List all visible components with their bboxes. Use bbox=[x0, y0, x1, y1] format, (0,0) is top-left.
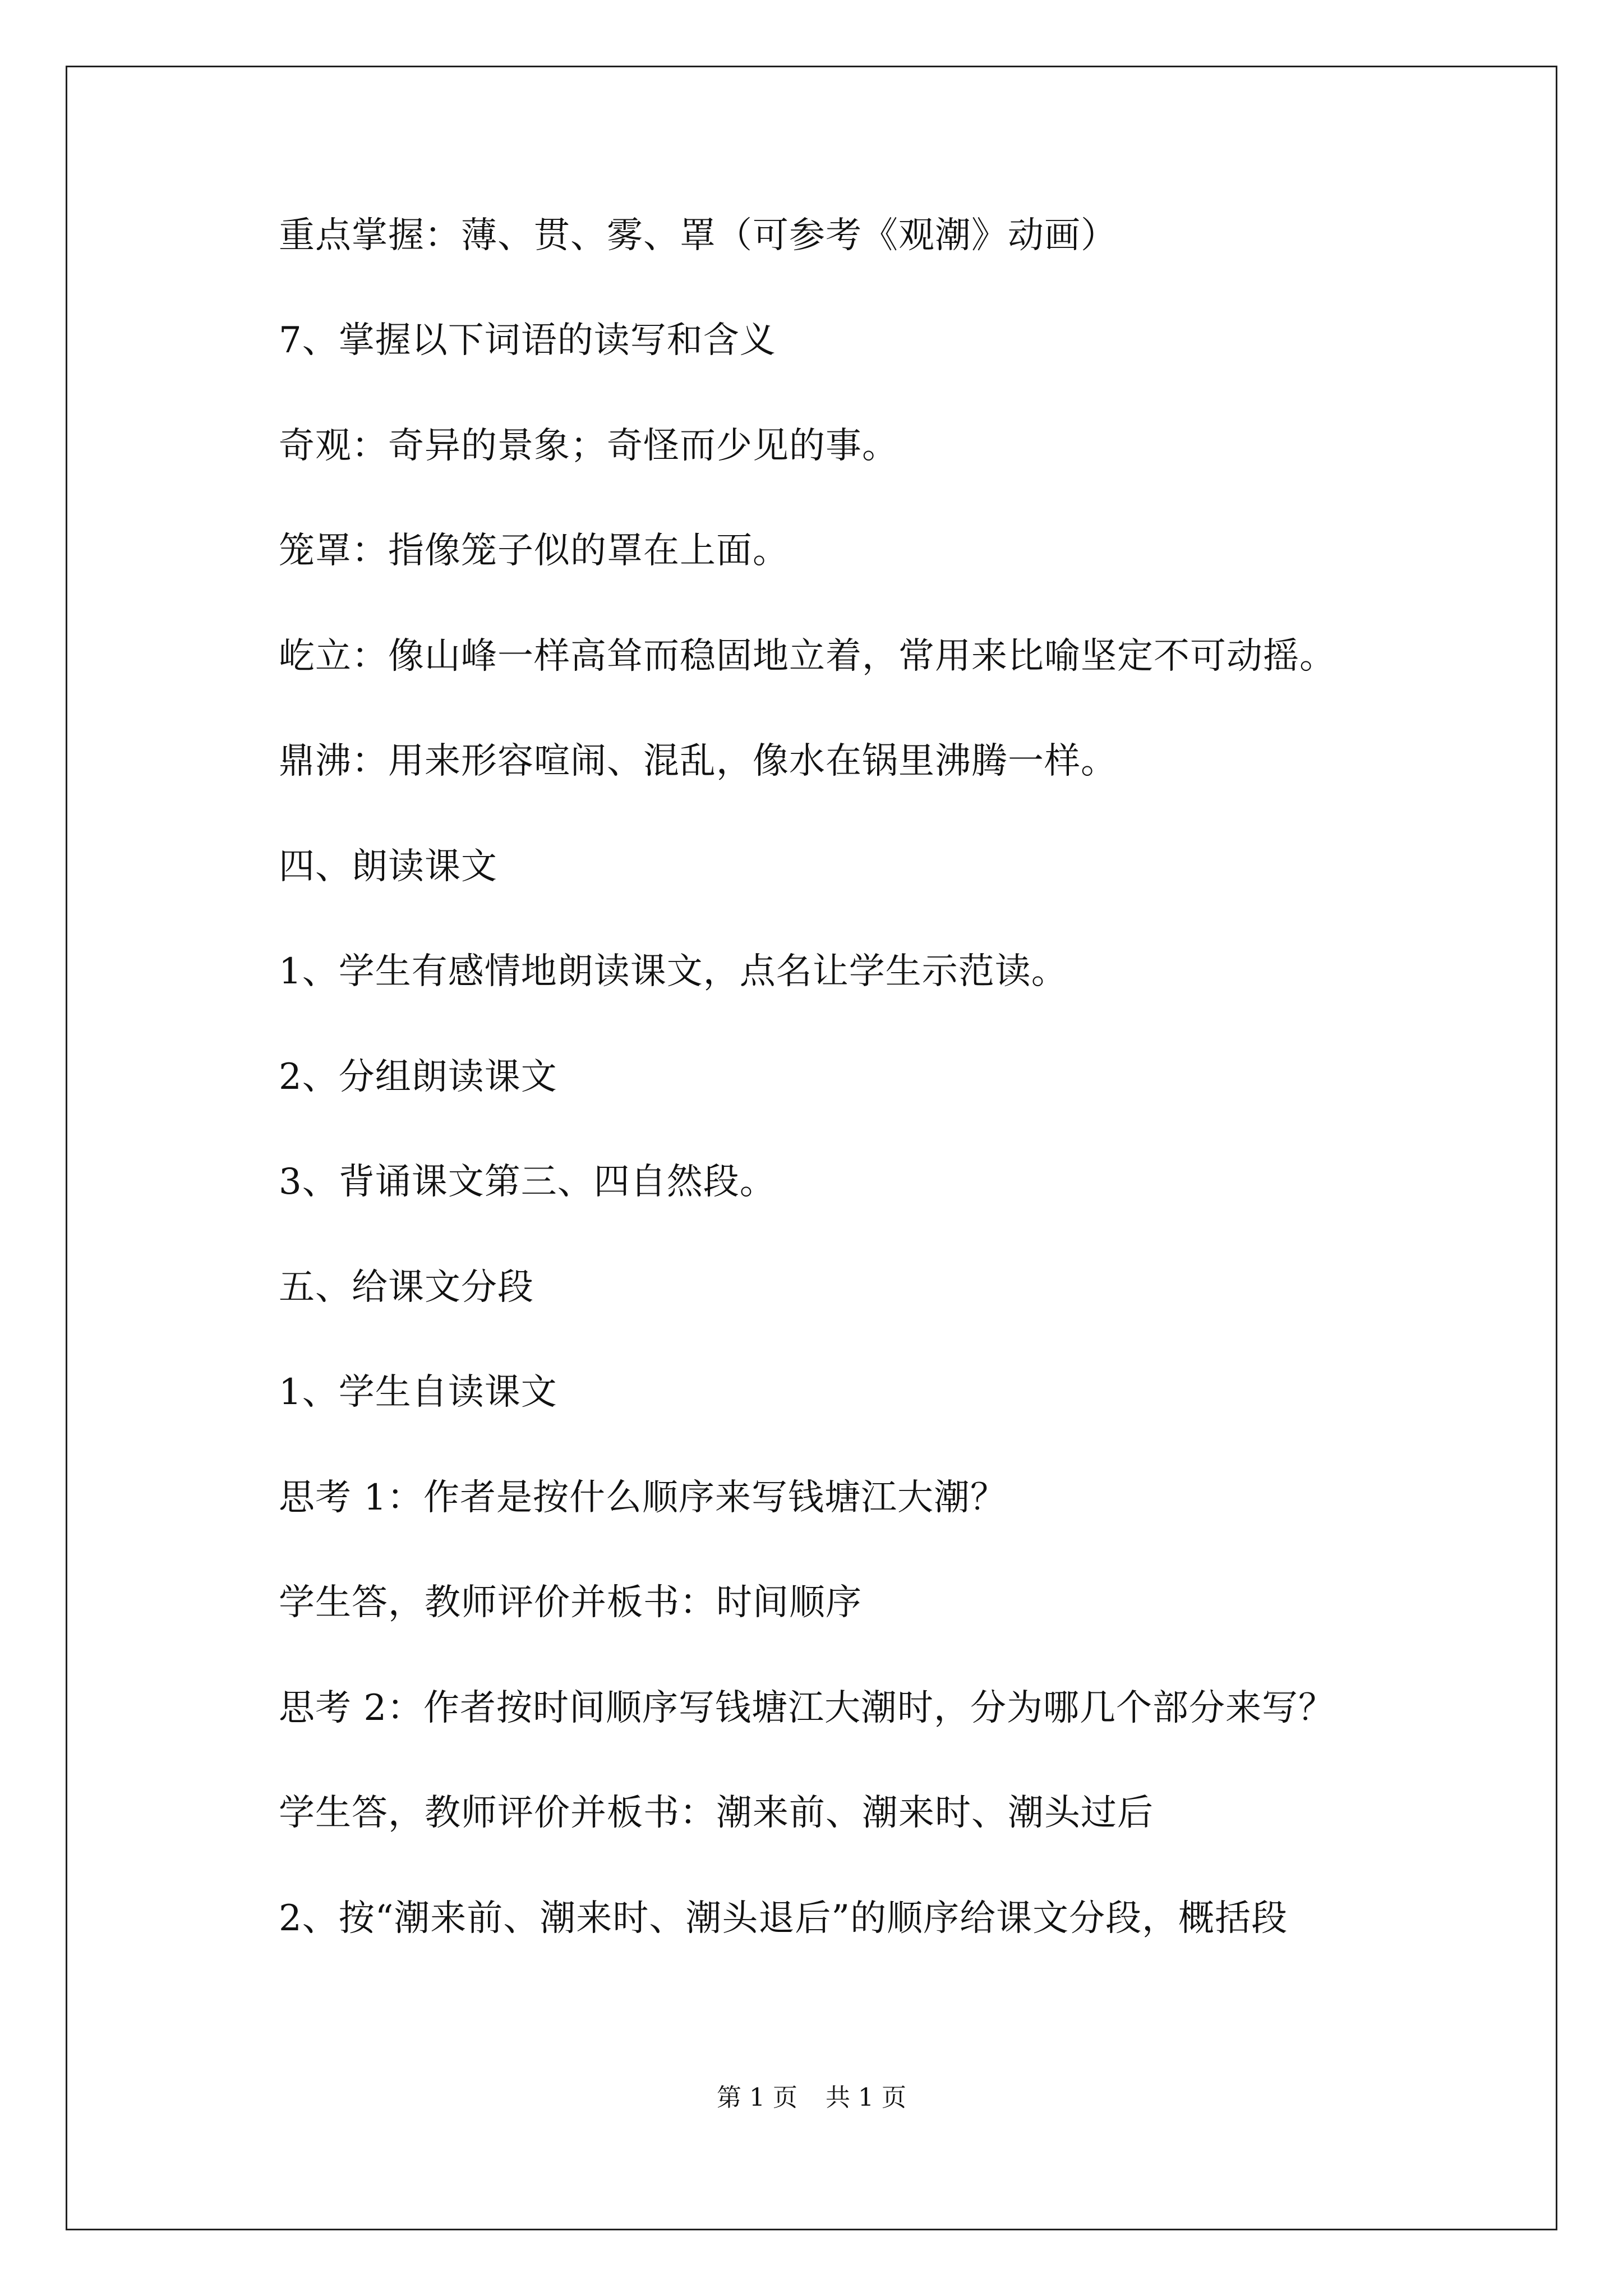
text-line-read-1: 1、学生有感情地朗读课文，点名让学生示范读。 bbox=[279, 951, 1068, 992]
text-line-self-read: 1、学生自读课文 bbox=[279, 1372, 557, 1413]
section-heading-read-aloud: 四、朗读课文 bbox=[279, 846, 497, 887]
text-line-question-2: 思考 2：作者按时间顺序写钱塘江大潮时，分为哪几个部分来写？ bbox=[279, 1687, 1335, 1729]
section-heading-paragraphs: 五、给课文分段 bbox=[279, 1267, 534, 1308]
text-line-answer-2: 学生答，教师评价并板书：潮来前、潮来时、潮头过后 bbox=[279, 1792, 1154, 1834]
text-line-divide-paragraphs: 2、按“潮来前、潮来时、潮头退后”的顺序给课文分段，概括段 bbox=[279, 1898, 1288, 1939]
text-line-key-words: 重点掌握：薄、贯、雾、罩（可参考《观潮》动画） bbox=[279, 215, 1117, 256]
text-line-qiguan: 奇观：奇异的景象；奇怪而少见的事。 bbox=[279, 425, 898, 467]
text-line-answer-1: 学生答，教师评价并板书：时间顺序 bbox=[279, 1582, 862, 1623]
page-number-current: 第 1 页 bbox=[717, 2083, 797, 2112]
text-line-yili: 屹立：像山峰一样高耸而稳固地立着，常用来比喻坚定不可动摇。 bbox=[279, 636, 1336, 677]
text-line-read-2: 2、分组朗读课文 bbox=[279, 1056, 557, 1098]
text-line-longzhao: 笼罩：指像笼子似的罩在上面。 bbox=[279, 530, 789, 572]
text-line-question-1: 思考 1：作者是按什么顺序来写钱塘江大潮？ bbox=[279, 1477, 1007, 1519]
page-number-total: 共 1 页 bbox=[826, 2083, 906, 2112]
text-line-section-7: 7、掌握以下词语的读写和含义 bbox=[279, 320, 776, 361]
text-line-read-3: 3、背诵课文第三、四自然段。 bbox=[279, 1161, 776, 1203]
page-footer bbox=[0, 2082, 1623, 2114]
text-line-dingfei: 鼎沸：用来形容喧闹、混乱，像水在锅里沸腾一样。 bbox=[279, 740, 1117, 782]
